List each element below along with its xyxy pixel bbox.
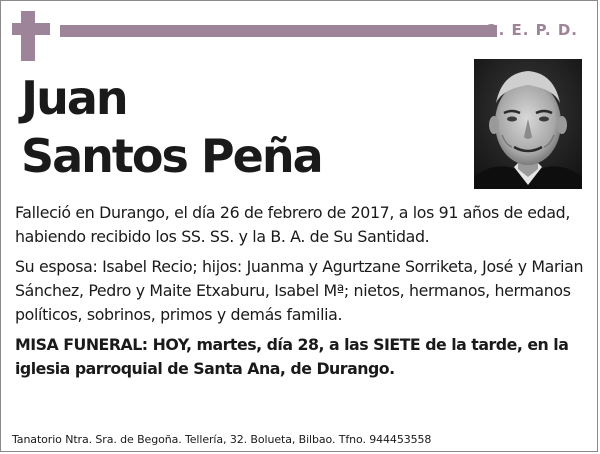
cross-icon-crossbar (12, 23, 50, 35)
cross-icon (21, 11, 35, 61)
funeral-mass-notice: MISA FUNERAL: HOY, martes, día 28, a las SIETE de la tarde, en la iglesia parroquial de Santa Ana, de Durango. (15, 335, 569, 378)
header-rule (60, 25, 497, 37)
portrait-photo (474, 59, 582, 189)
funeral-home-info: Tanatorio Ntra. Sra. de Begoña. Tellería, 32. Bolueta, Bilbao. Tfno. 944453558 (12, 433, 432, 446)
death-announcement: Falleció en Durango, el día 26 de febrero de 2017, a los 91 años de edad, habiendo recibido los SS. SS. y la B. A. de Su Santidad. (15, 203, 571, 246)
surnames: Santos Peña (21, 129, 322, 183)
qepd-badge: Q. E. P. D. (484, 21, 578, 39)
deceased-name (21, 69, 322, 185)
first-name: Juan (21, 71, 127, 125)
family-list: Su esposa: Isabel Recio; hijos: Juanma y Agurtzane Sorriketa, José y Marian Sánchez, Pedro y Maite Etxaburu, Isabel Mª; nietos, hermanos, hermanos políticos, sobrinos, primos y demás familia. (15, 257, 584, 324)
obituary-body (15, 201, 585, 387)
